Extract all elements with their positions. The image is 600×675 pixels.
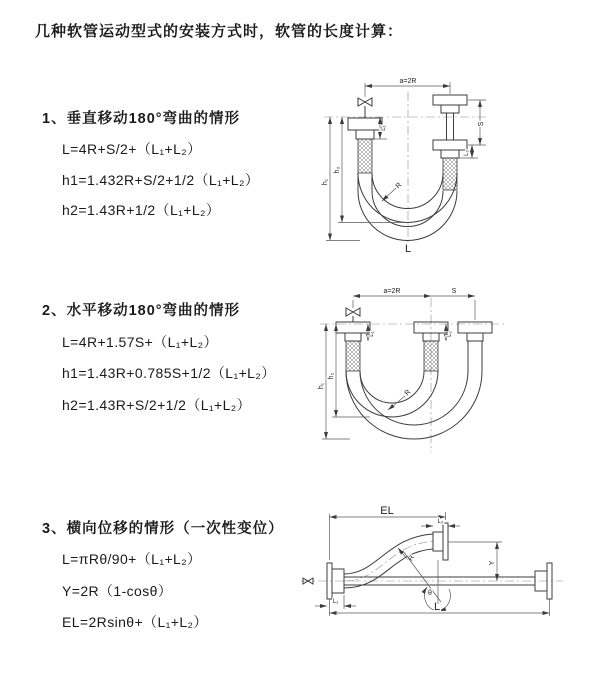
section-2-formula-L: L=4R+1.57S+（L₁+L₂） xyxy=(62,334,218,350)
hose-s-curve-displaced xyxy=(344,534,433,588)
centerlines xyxy=(324,92,486,242)
left-pipe-assembly xyxy=(348,118,382,173)
document-title: 几种软管运动型式的安装方式时，软管的长度计算： xyxy=(35,23,404,40)
radius-leader xyxy=(388,389,412,410)
left-pipe-assembly xyxy=(336,322,370,371)
dim-label-radius: R xyxy=(403,388,413,398)
section-1-formula-h2: h2=1.43R+1/2（L₁+L₂） xyxy=(62,202,221,218)
dim-label-el: EL xyxy=(380,505,394,517)
diagram-lateral-displacement xyxy=(295,503,600,650)
dim-label-h2: h₂ xyxy=(334,166,341,174)
dimension-top-spans xyxy=(353,288,475,320)
dimension-stroke-right xyxy=(458,100,486,158)
valve-icon xyxy=(346,308,360,322)
dim-label-radius: R xyxy=(394,181,404,191)
section-1-formula-L: L=4R+S/2+（L₁+L₂） xyxy=(62,141,202,157)
upper-right-flange xyxy=(433,523,448,560)
hose-u-bend xyxy=(358,173,457,241)
dimension-fitting-left xyxy=(374,117,387,139)
radius-leader xyxy=(382,182,403,201)
dim-label-h1: h₁ xyxy=(322,178,329,186)
dim-label-l2: L₂ xyxy=(437,519,444,525)
section-2-heading: 2、水平移动180°弯曲的情形 xyxy=(42,303,241,319)
dimension-heights xyxy=(322,117,407,241)
dim-label-l2: L₂ xyxy=(464,150,470,156)
dim-label-s: S xyxy=(451,288,457,295)
section-3-formula-Y: Y=2R（1-cosθ） xyxy=(62,583,173,599)
centerlines xyxy=(320,298,504,452)
diagram-vertical-180-bend xyxy=(308,70,598,262)
dimension-length xyxy=(330,599,550,616)
dim-label-l1: L₁ xyxy=(381,125,387,131)
dim-label-l1: L₁ xyxy=(332,599,339,605)
diagram-horizontal-180-bend xyxy=(308,284,598,462)
dim-label-h2: h₂ xyxy=(328,372,335,380)
section-1-heading: 1、垂直移动180°弯曲的情形 xyxy=(42,111,241,127)
dim-label-length: L xyxy=(404,243,412,255)
dim-label-a2r: a=2R xyxy=(383,288,401,295)
section-3-formula-EL: EL=2Rsinθ+（L₁+L₂） xyxy=(62,614,208,630)
dim-label-y: Y xyxy=(489,560,496,566)
hose-u-bends xyxy=(346,371,482,439)
middle-pipe-assembly xyxy=(414,322,448,371)
section-3-heading: 3、横向位移的情形（一次性变位） xyxy=(42,521,284,537)
section-1-formula-h1: h1=1.432R+S/2+1/2（L₁+L₂） xyxy=(62,172,260,188)
section-3-formula-L: L=πRθ/90+（L₁+L₂） xyxy=(62,551,202,567)
right-pipe-assembly xyxy=(433,95,467,190)
dim-label-l2: L₂ xyxy=(447,331,453,337)
section-2-formula-h1: h1=1.43R+0.785S+1/2（L₁+L₂） xyxy=(62,365,276,381)
dim-label-theta: θ xyxy=(428,590,432,597)
dim-label-h1: h₁ xyxy=(318,382,325,390)
dimension-offset-y xyxy=(448,542,502,581)
section-2-formula-h2: h2=1.43R+S/2+1/2（L₁+L₂） xyxy=(62,397,252,413)
dimension-fitting-right xyxy=(421,519,460,526)
dimension-top-span xyxy=(365,78,450,97)
valve-icon xyxy=(358,98,372,118)
dim-label-l1: L₁ xyxy=(369,331,375,337)
dim-label-a2r: a=2R xyxy=(399,78,417,85)
dim-label-s: S xyxy=(478,121,485,127)
dim-label-radius: R xyxy=(407,554,416,563)
dimension-fitting-left xyxy=(315,595,356,609)
dim-label-length: L xyxy=(433,601,441,613)
right-pipe-assembly xyxy=(458,322,492,371)
